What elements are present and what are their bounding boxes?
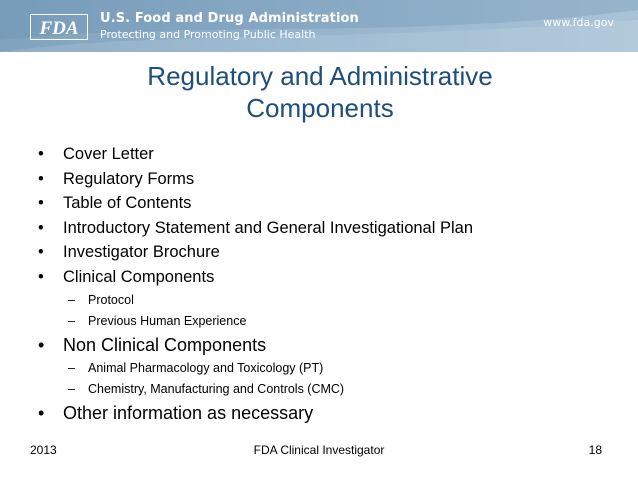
fda-logo xyxy=(30,14,88,40)
bullet-marker: • xyxy=(38,145,44,163)
bullet-item xyxy=(38,266,473,291)
sub-bullet-label: Protocol xyxy=(88,292,134,307)
bullet-item xyxy=(38,192,473,217)
bullet-item xyxy=(38,241,473,266)
agency-name: U.S. Food and Drug Administration xyxy=(100,11,359,26)
agency-tagline: Protecting and Promoting Public Health xyxy=(100,28,316,41)
sub-bullet-marker: – xyxy=(68,313,75,328)
sub-bullet-item xyxy=(38,359,473,380)
bullet-item xyxy=(38,168,473,193)
bullet-marker: • xyxy=(38,402,45,423)
bullet-item xyxy=(38,217,473,242)
sub-bullet-label: Previous Human Experience xyxy=(88,313,247,328)
bullet-label: Non Clinical Components xyxy=(63,334,267,355)
slide-footer xyxy=(0,443,638,461)
footer-page-number: 18 xyxy=(588,443,602,457)
bullet-marker: • xyxy=(38,334,45,355)
sub-bullet-marker: – xyxy=(68,292,75,307)
footer-year: 2013 xyxy=(30,443,57,457)
bullet-label: Introductory Statement and General Investigational Plan xyxy=(63,218,473,237)
bullet-label: Cover Letter xyxy=(63,145,154,163)
bullet-marker: • xyxy=(38,267,44,286)
sub-bullet-label: Animal Pharmacology and Toxicology (PT) xyxy=(88,360,324,375)
sub-bullet-marker: – xyxy=(68,360,75,375)
bullet-item xyxy=(38,401,473,427)
bullet-label: Investigator Brochure xyxy=(63,243,220,262)
sub-bullet-item xyxy=(38,291,473,312)
fda-logo-text: FDA xyxy=(39,18,79,39)
sub-bullet-item xyxy=(38,312,473,333)
bullet-marker: • xyxy=(38,169,44,188)
footer-presentation-title: FDA Clinical Investigator xyxy=(253,443,385,457)
bullet-marker: • xyxy=(38,243,44,262)
bullet-item xyxy=(38,333,473,359)
sub-bullet-item xyxy=(38,380,473,401)
slide-title-line-1: Regulatory and Administrative xyxy=(147,61,493,91)
sub-bullet-label: Chemistry, Manufacturing and Controls (CMC) xyxy=(88,381,345,396)
site-url[interactable]: www.fda.gov xyxy=(543,16,614,29)
bullet-list xyxy=(38,143,473,427)
sub-bullet-marker: – xyxy=(68,381,75,396)
bullet-label: Clinical Components xyxy=(63,267,215,286)
header-banner xyxy=(0,0,638,52)
bullet-label: Other information as necessary xyxy=(63,402,314,423)
slide-title-line-2: Components xyxy=(246,93,394,123)
bullet-label: Table of Contents xyxy=(63,194,192,213)
bullet-marker: • xyxy=(38,218,44,237)
slide-title xyxy=(60,60,580,124)
bullet-item xyxy=(38,143,473,168)
bullet-label: Regulatory Forms xyxy=(63,169,195,188)
bullet-marker: • xyxy=(38,194,44,213)
